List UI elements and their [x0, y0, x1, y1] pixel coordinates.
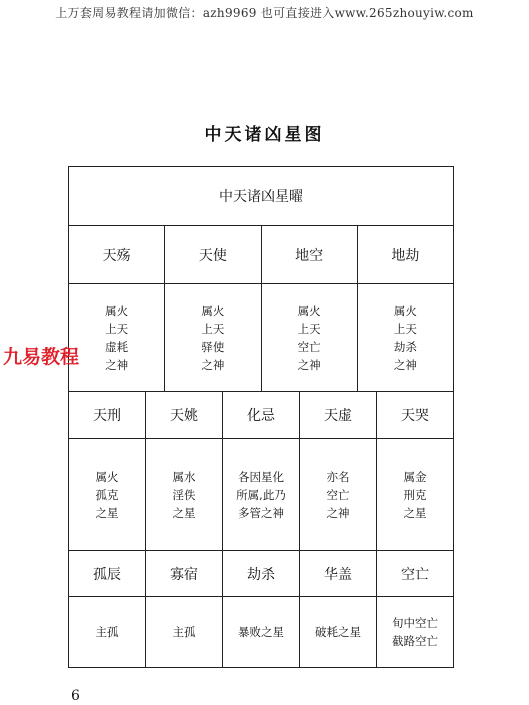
table-row — [69, 597, 453, 667]
star-description: 属火 孤克 之星 — [69, 439, 146, 550]
star-name: 天虚 — [300, 392, 377, 438]
star-name: 天姚 — [146, 392, 223, 438]
table-row — [69, 284, 453, 392]
star-description: 主孤 — [69, 597, 146, 667]
page-header-banner: 上万套周易教程请加微信：azh9969 也可直接进入www.265zhouyiw.com — [55, 6, 474, 20]
star-name: 天刑 — [69, 392, 146, 438]
table-row — [69, 439, 453, 551]
table-caption: 中天诸凶星曜 — [219, 189, 303, 205]
table-row — [69, 392, 453, 439]
star-description: 属火 上天 劫杀 之神 — [393, 303, 417, 372]
star-name: 天使 — [165, 226, 261, 283]
star-description: 亦名 空亡 之神 — [300, 439, 377, 550]
table-caption-row — [69, 167, 453, 226]
watermark-logo: 九易教程 — [3, 346, 80, 368]
star-name: 化忌 — [223, 392, 300, 438]
star-name: 寡宿 — [146, 551, 223, 596]
star-name: 劫杀 — [223, 551, 300, 596]
page-number: 6 — [71, 688, 80, 704]
star-description: 属火 上天 驿使 之神 — [165, 284, 261, 391]
page-title: 中天诸凶星图 — [204, 125, 325, 145]
evil-stars-table — [68, 166, 454, 668]
star-name: 天殇 — [69, 226, 165, 283]
table-row — [69, 226, 453, 284]
star-description: 属火 上天 虚耗 之神 — [69, 284, 165, 391]
star-name: 孤辰 — [69, 551, 146, 596]
star-name: 地空 — [262, 226, 358, 283]
star-name: 空亡 — [401, 566, 429, 583]
star-description: 属金 刑克 之星 — [403, 469, 427, 520]
star-description: 属水 淫佚 之星 — [146, 439, 223, 550]
star-description: 各因星化 所属,此乃 多管之神 — [223, 439, 300, 550]
star-description: 旬中空亡 截路空亡 — [392, 616, 438, 648]
star-name: 天哭 — [401, 408, 429, 424]
star-name: 华盖 — [300, 551, 377, 596]
star-name: 地劫 — [391, 247, 420, 264]
star-description: 破耗之星 — [300, 597, 377, 667]
star-description: 主孤 — [146, 597, 223, 667]
star-description: 属火 上天 空亡 之神 — [262, 284, 358, 391]
table-row — [69, 551, 453, 597]
star-description: 暴败之星 — [223, 597, 300, 667]
